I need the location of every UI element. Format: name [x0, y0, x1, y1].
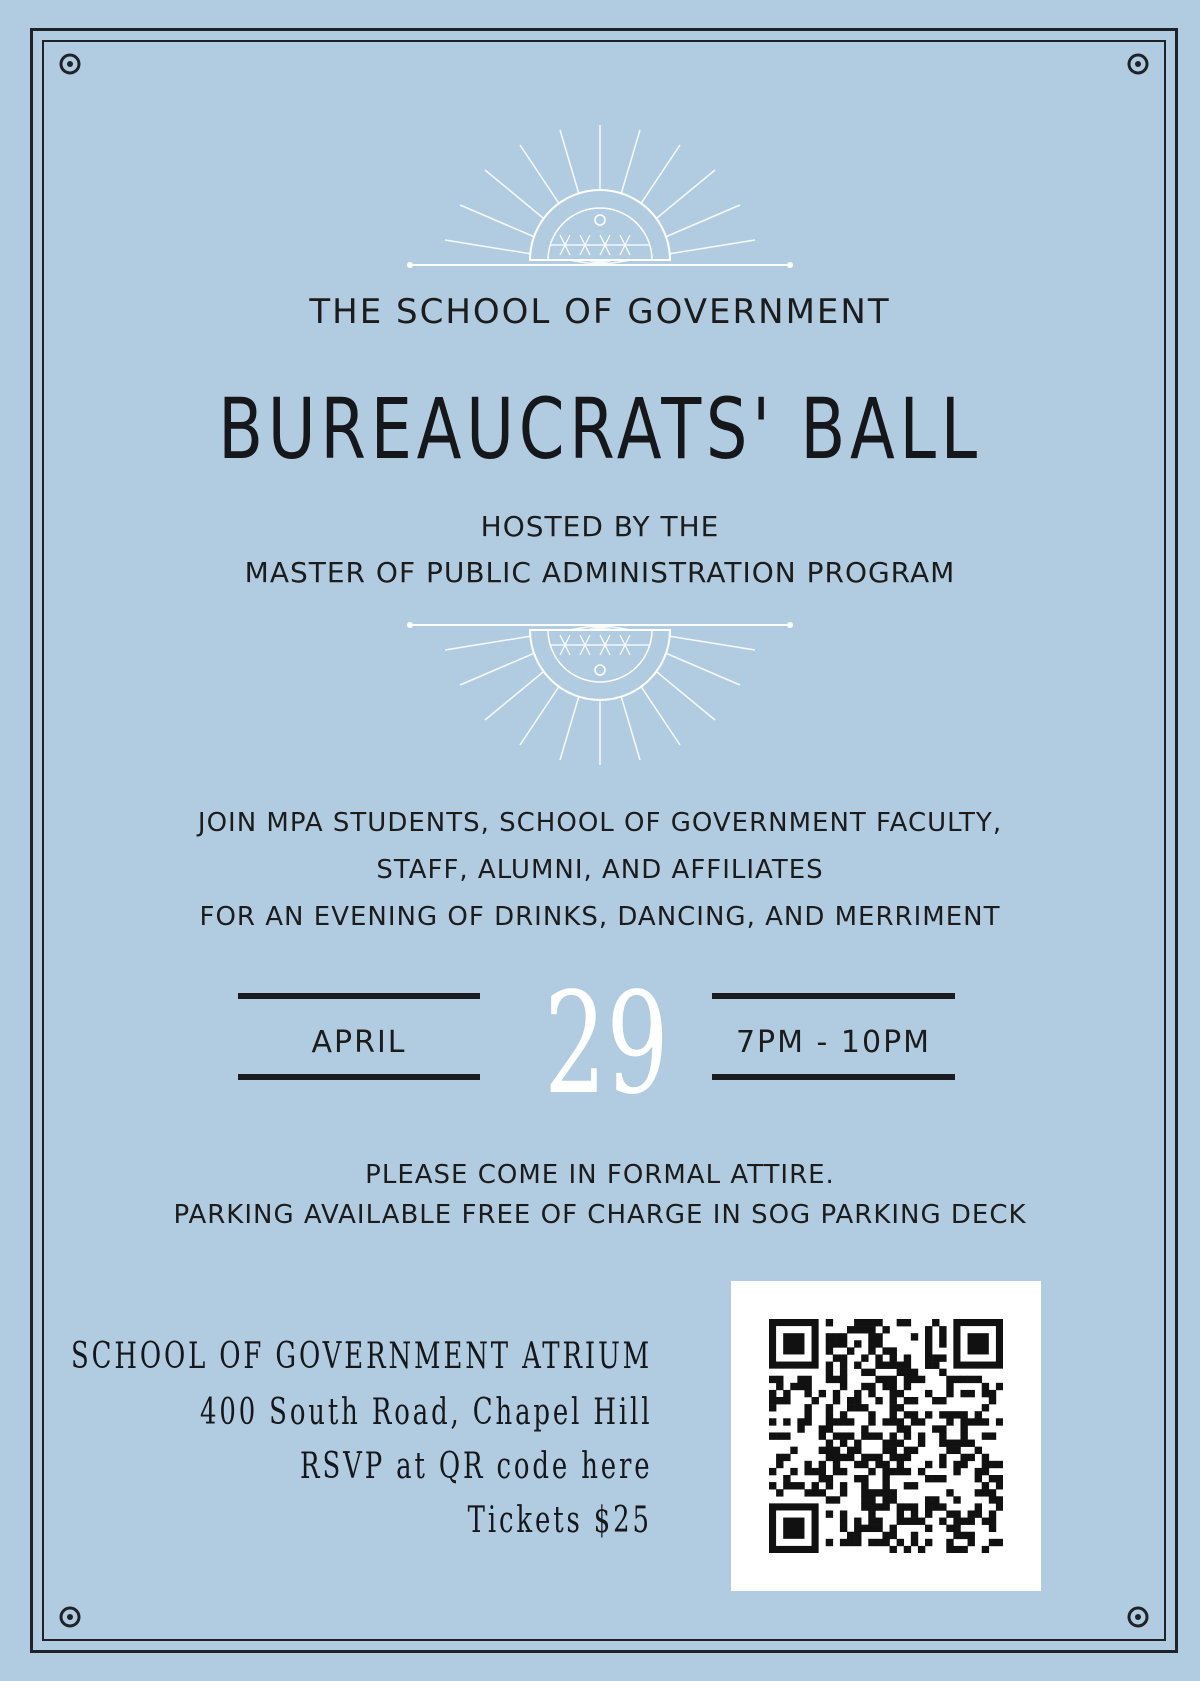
host-line-1: HOSTED BY THE	[480, 510, 720, 543]
time-divider	[712, 993, 955, 999]
event-month: APRIL	[311, 1025, 407, 1060]
date-divider	[238, 993, 480, 999]
event-title: BUREAUCRATS' BALL	[218, 380, 982, 478]
time-divider	[712, 1074, 955, 1080]
attire-note: PLEASE COME IN FORMAL ATTIRE.	[365, 1160, 835, 1190]
date-divider	[238, 1074, 480, 1080]
sunburst-ornament-icon	[400, 620, 800, 770]
event-time: 7PM - 10PM	[735, 1025, 932, 1060]
parking-note: PARKING AVAILABLE FREE OF CHARGE IN SOG PARKING DECK	[173, 1200, 1027, 1230]
rsvp-instruction: RSVP at QR code here	[299, 1446, 652, 1487]
invitation-line-2: STAFF, ALUMNI, AND AFFILIATES	[376, 855, 824, 885]
sunburst-ornament-icon	[400, 120, 800, 270]
invitation-line-3: FOR AN EVENING OF DRINKS, DANCING, AND MERRIMENT	[199, 902, 1001, 932]
qr-code-icon[interactable]	[769, 1319, 1003, 1553]
qr-code-panel[interactable]	[731, 1281, 1041, 1591]
corner-flourish-icon	[50, 1597, 90, 1637]
venue-name: SCHOOL OF GOVERNMENT ATRIUM	[70, 1336, 652, 1377]
venue-address: 400 South Road, Chapel Hill	[199, 1392, 652, 1433]
invitation-line-1: JOIN MPA STUDENTS, SCHOOL OF GOVERNMENT FACULTY,	[197, 808, 1003, 838]
ticket-price: Tickets $25	[467, 1500, 652, 1541]
corner-flourish-icon	[1118, 44, 1158, 84]
event-day: 29	[544, 963, 669, 1126]
school-title: THE SCHOOL OF GOVERNMENT	[309, 292, 891, 332]
host-line-2: MASTER OF PUBLIC ADMINISTRATION PROGRAM	[244, 556, 956, 589]
corner-flourish-icon	[50, 44, 90, 84]
corner-flourish-icon	[1118, 1597, 1158, 1637]
